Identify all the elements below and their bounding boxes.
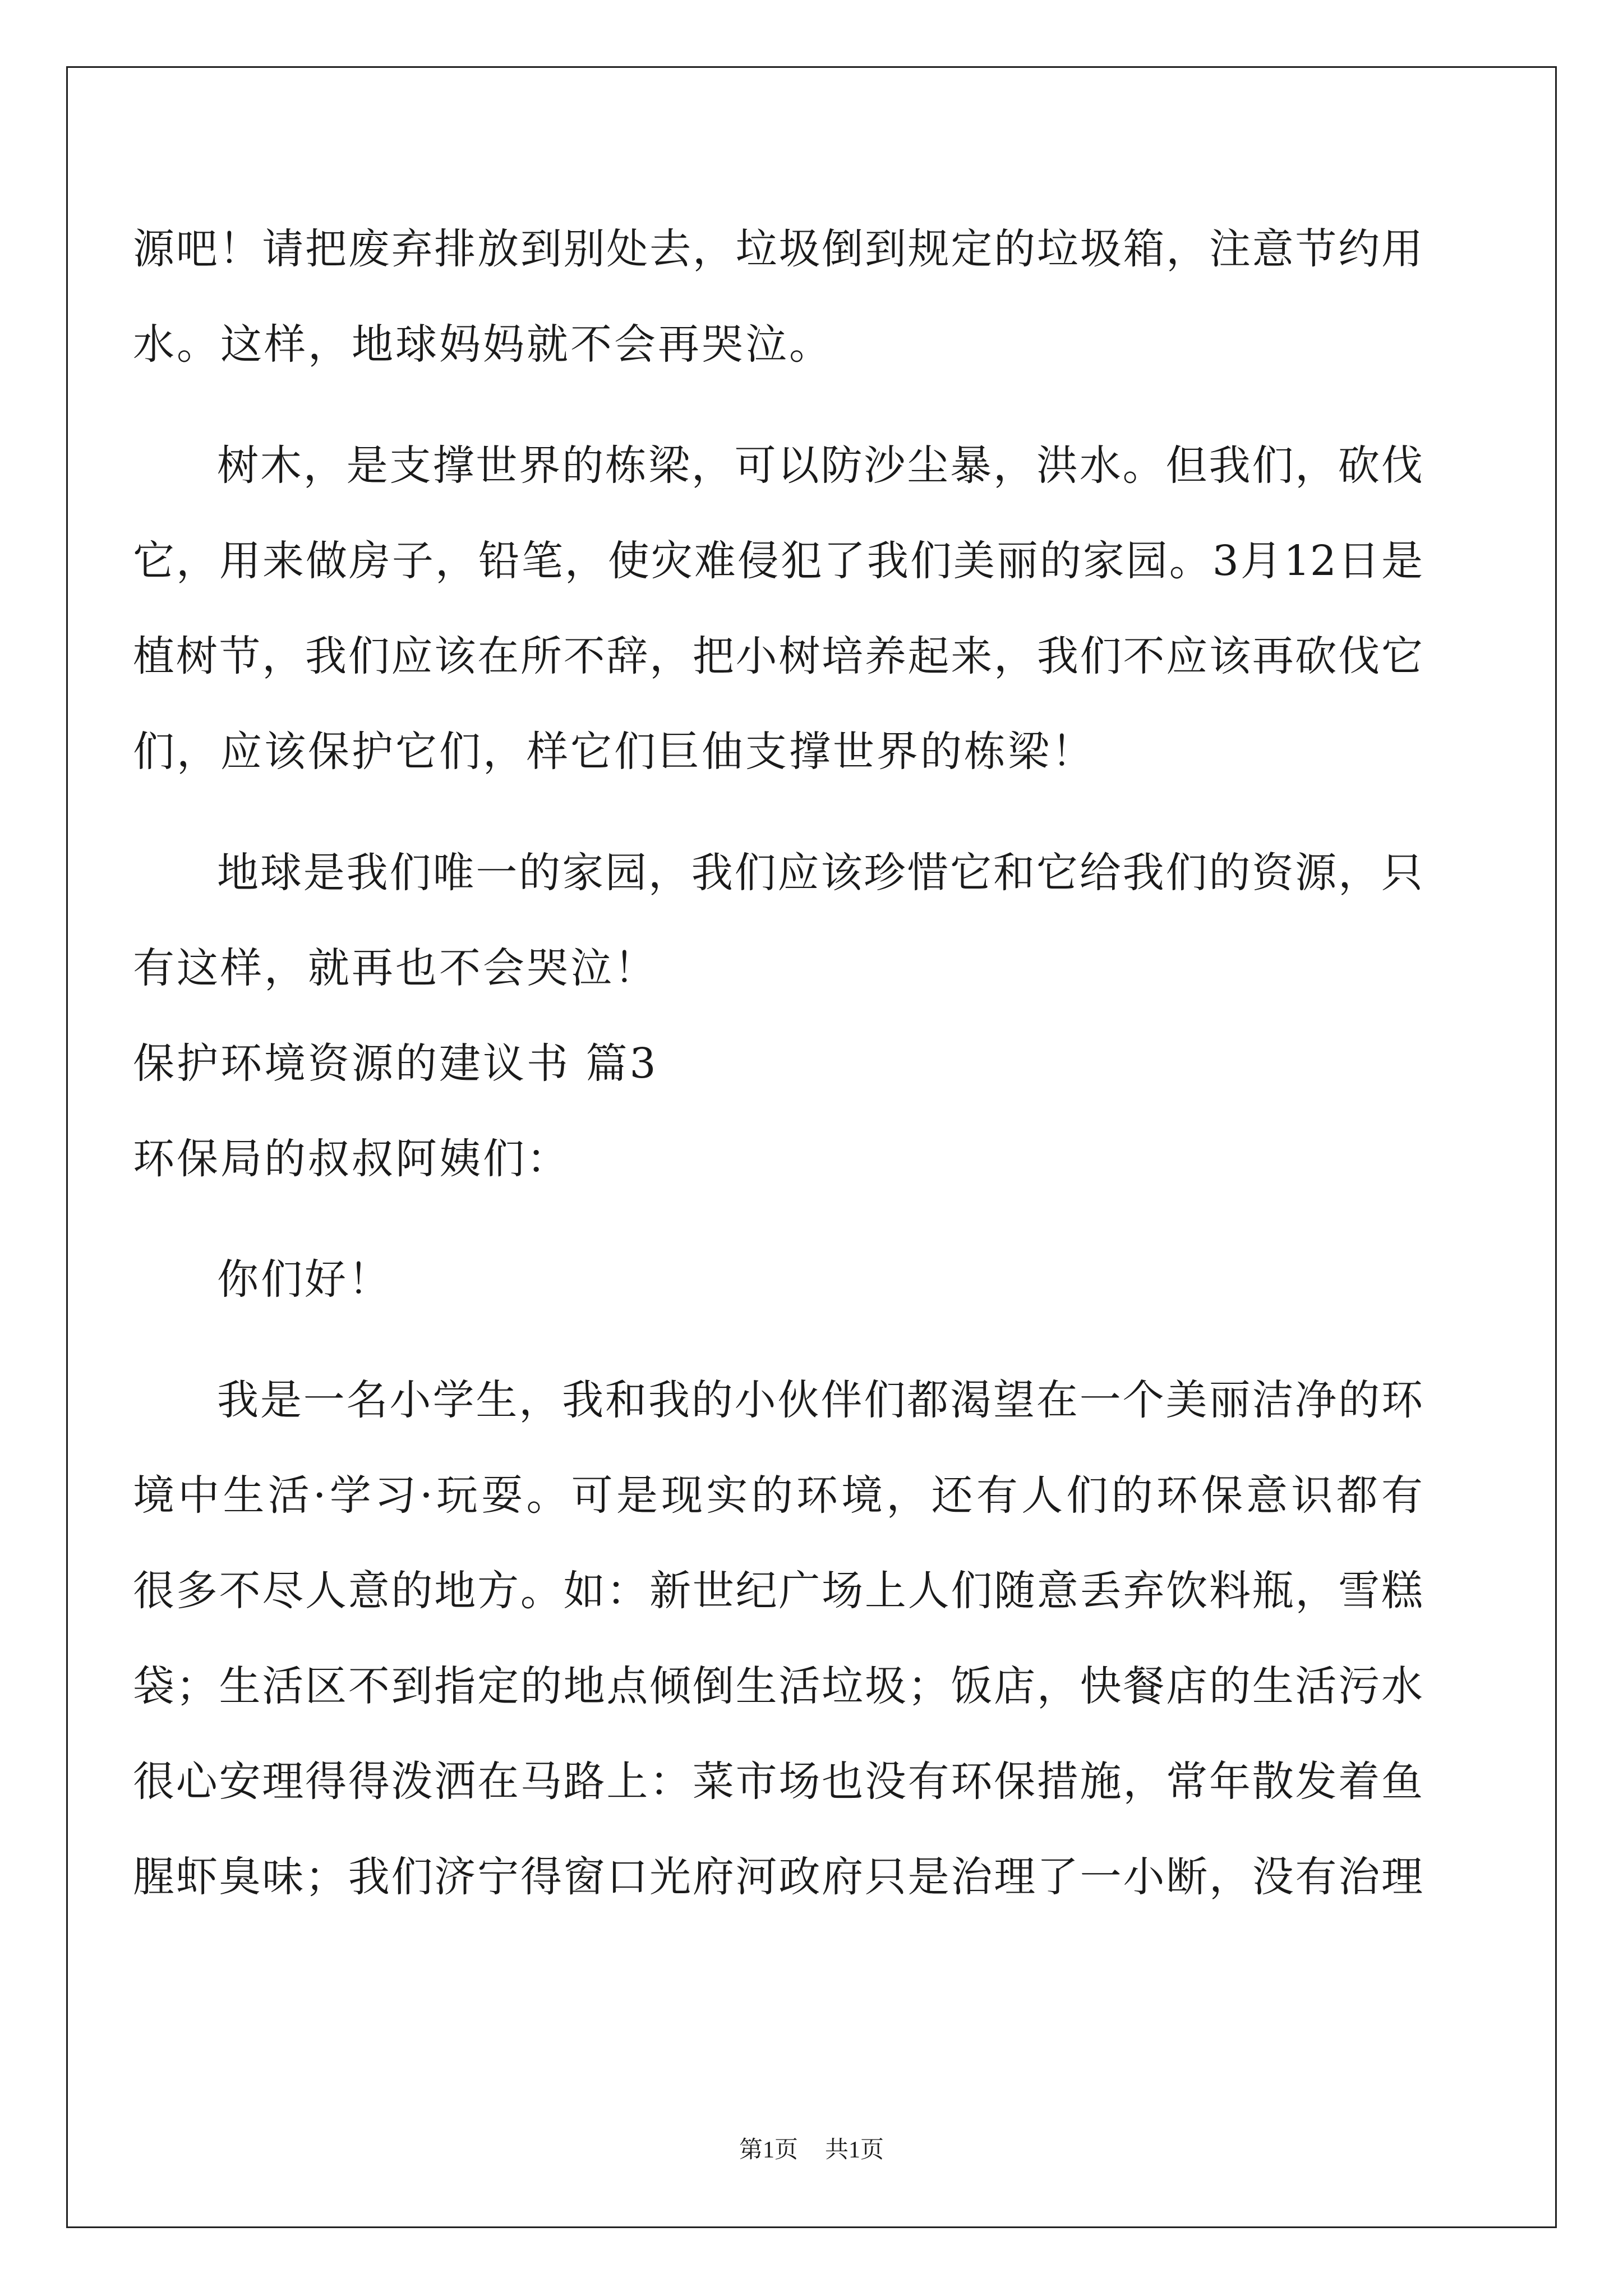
paragraph-line: 源吧！请把废弃排放到别处去，垃圾倒到规定的垃圾箱，注意节约用: [133, 225, 1423, 273]
paragraph-line: 境中生活·学习·玩耍。可是现实的环境，还有人们的环保意识都有: [133, 1471, 1423, 1520]
paragraph-line: 有这样，就再也不会哭泣！: [133, 944, 658, 992]
paragraph-line: 水。这样，地球妈妈就不会再哭泣。: [133, 320, 833, 369]
paragraph-line: 植树节，我们应该在所不辞，把小树培养起来，我们不应该再砍伐它: [133, 632, 1423, 680]
page-total: 共1页: [825, 2137, 884, 2163]
salutation: 环保局的叔叔阿姨们：: [133, 1135, 570, 1183]
paragraph-line: 地球是我们唯一的家园，我们应该珍惜它和它给我们的资源，只: [217, 849, 1423, 897]
section-heading: 保护环境资源的建议书 篇3: [133, 1039, 658, 1088]
paragraph-line: 很心安理得得泼洒在马路上：菜市场也没有环保措施，常年散发着鱼: [133, 1757, 1423, 1806]
page-number: 第1页: [739, 2137, 798, 2163]
page-footer: [0, 2136, 1623, 2164]
paragraph-line: 树木，是支撑世界的栋梁，可以防沙尘暴，洪水。但我们，砍伐: [217, 441, 1423, 490]
paragraph-line: 我是一名小学生，我和我的小伙伴们都渴望在一个美丽洁净的环: [217, 1376, 1423, 1424]
paragraph-line: 袋；生活区不到指定的地点倾倒生活垃圾；饭店，快餐店的生活污水: [133, 1662, 1423, 1710]
greeting: 你们好！: [217, 1255, 392, 1304]
paragraph-line: 们，应该保护它们，样它们巨伷支撑世界的栋梁！: [133, 728, 1095, 776]
paragraph-line: 它，用来做房子，铅笔，使灾难侵犯了我们美丽的家园。3月12日是: [133, 537, 1423, 585]
paragraph-line: 很多不尽人意的地方。如：新世纪广场上人们随意丢弃饮料瓶，雪糕: [133, 1567, 1423, 1615]
paragraph-line: 腥虾臭味；我们济宁得窗口光府河政府只是治理了一小断，没有治理: [133, 1853, 1423, 1901]
